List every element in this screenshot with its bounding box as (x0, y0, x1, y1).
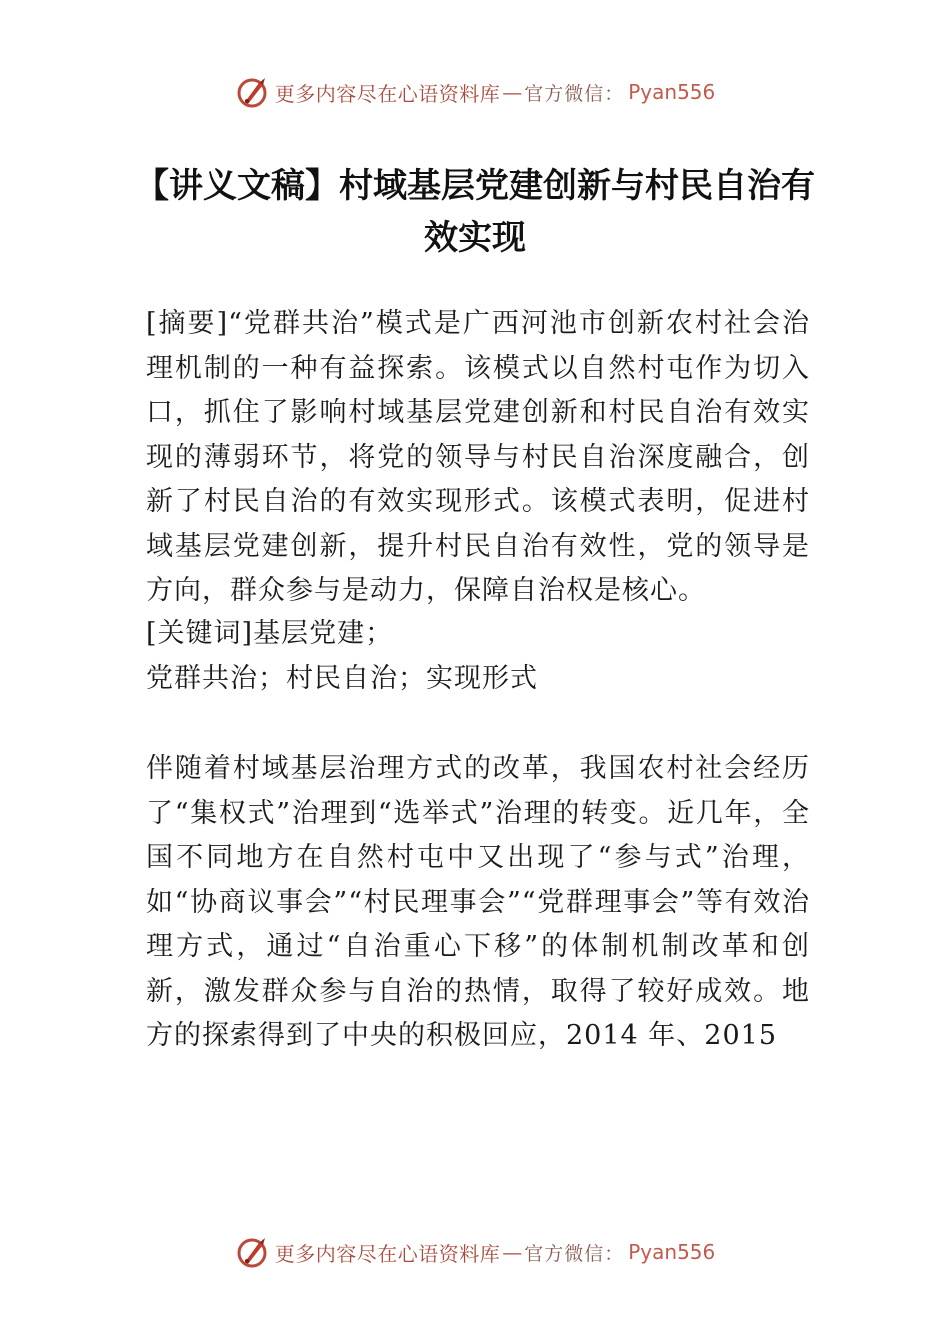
banner-site-text: 更多内容尽在心语资料库 (274, 81, 501, 106)
banner-separator: — (502, 80, 523, 104)
keywords-line-2: 党群共治；村民自治；实现形式 (146, 663, 538, 694)
keywords-line-1: [关键词]基层党建； (146, 618, 394, 649)
banner-wechat-label: 官方微信： (524, 1242, 625, 1265)
document-title: 【讲义文稿】村域基层党建创新与村民自治有效实现 (135, 166, 815, 258)
banner-site-text: 更多内容尽在心语资料库 (274, 1241, 501, 1266)
quill-pen-logo-icon (235, 75, 269, 109)
body-paragraph: 伴随着村域基层治理方式的改革，我国农村社会经历了“集权式”治理到“选举式”治理的转变。近几年，全国不同地方在自然村屯中又出现了“参与式”治理，如“协商议事会”“村民理事会”“党群理事会”等有效治理方式，通过“自治重心下移”的体制机制改革和创新，激发群众参与自治的热情，取得了较好成效。地方的探索得到了中央的积极回应，2014 年、2015 (146, 753, 810, 1051)
header-banner (0, 72, 950, 112)
banner-wechat-id: Pyan556 (628, 80, 716, 104)
quill-pen-logo-icon (235, 1235, 269, 1269)
footer-banner (0, 1232, 950, 1272)
abstract-paragraph: [摘要]“党群共治”模式是广西河池市创新农村社会治理机制的一种有益探索。该模式以自然村屯作为切入口，抓住了影响村域基层党建创新和村民自治有效实现的薄弱环节，将党的领导与村民自治深度融合，创新了村民自治的有效实现形式。该模式表明，促进村域基层党建创新，提升村民自治有效性，党的领导是方向，群众参与是动力，保障自治权是核心。 (146, 308, 810, 606)
banner-wechat-label: 官方微信： (524, 82, 625, 105)
banner-wechat-id: Pyan556 (628, 1240, 716, 1264)
banner-separator: — (502, 1240, 523, 1264)
